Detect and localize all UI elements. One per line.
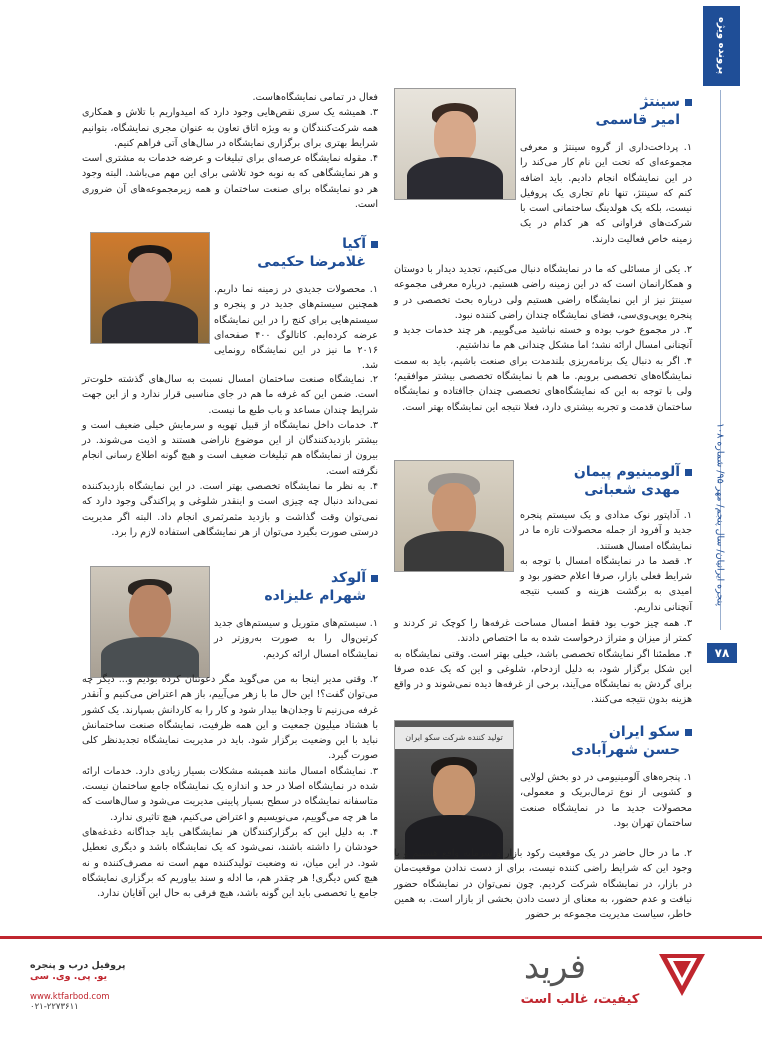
company-name: آلومینیوم پیمان (520, 464, 692, 481)
paragraph: ۳. همه چیز خوب بود فقط امسال مساحت غرفه‌ها را کوچک تر کردند و کمتر از میزان و متراژ درخواست شده به ما اختصاص دادند. (394, 618, 692, 645)
person-name: شهرام علیزاده (264, 588, 366, 604)
tagline-profile: پروفیل درب و پنجره (30, 960, 126, 971)
paragraph: ۱. آداپتور نوک مدادی و یک سیستم پنجره جدید و آفرود از جمله محصولات تازه ما در نمایشگاه امسال هستند. (520, 510, 692, 552)
entry-alukad-text-narrow (214, 616, 378, 662)
brand-slogan: کیفیت، غالب است (520, 992, 640, 1007)
phone-number: ۰۲۱-۲۲۷۳۶۱۱ (30, 1002, 79, 1012)
footer-contact (30, 960, 140, 1012)
booth-banner: تولید کننده شرکت سکو ایران (395, 727, 513, 749)
company-name: آلوکد (214, 570, 378, 587)
entry-sintez-text-wide (394, 262, 692, 415)
bullet-square-icon (685, 469, 692, 476)
photo-gholamreza-hakimi (90, 232, 210, 344)
entry-alukad-text-wide (82, 672, 378, 901)
paragraph: ۱. پرداخت‌داری از گروه سینتژ و معرفی مجموعه‌ای که تحت این نام کار می‌کند را در این نمایشگاه انجام دادیم. باید اضافه کنم که سینتژ، تنها نام تجاری یک پروفیل نیست، بلکه یک هولدینگ ساختمانی است با شرکت‌های فراوانی که هر کدام در یک زمینه خاص فعالیت دارند. (520, 142, 692, 245)
paragraph: ۴. به دلیل این که برگزارکنندگان هر نمایشگاهی باید جداگانه دغدغه‌های خودشان را داشته باشند، نمی‌شود که یک نمایشگاه باشد و دیگری تعطیل شود. در این میان، نه وضعیت تولیدکننده مهم است نه مصرف‌کننده و نه هیچ کس دیگری! هر چقدر هم، ما ادله و سند بیاوریم که برگزاری نمایشگاه جامع یا تخصصی باید این گونه باشد، هیچ فرقی به حال این آقایان ندارد. (82, 826, 378, 900)
company-name: آکیا (214, 236, 378, 253)
bullet-square-icon (371, 241, 378, 248)
paragraph: ۲. ما در حال حاضر در یک موقعیت رکود بازار و سرمایه واقع هستیم و با وجود این که شرایط راضی کننده نیست، برای از دست ندادن موقعیت‌مان در بازار، در نمایشگاه شرکت کردیم. چون نمی‌توان در نمایشگاه حضور نیافت و عدم حضور، به معنای از دست دادن بخشی از بازار است. به همین خاطر، سیاست مدیریت مجموعه بر حضور (394, 848, 692, 921)
tagline-upvc: یو. پی. وی. سی (30, 971, 108, 982)
sako-continuation (82, 90, 378, 212)
paragraph: ۲. قصد ما در نمایشگاه امسال با توجه به شرایط فعلی بازار، صرفا اعلام حضور بود و امیدی به برگشت هزینه و کسب نتیجه آنچنانی نداریم. (520, 555, 692, 613)
entry-peyman-heading (520, 464, 692, 499)
paragraph: ۱. محصولات جدیدی در زمینه نما داریم. همچنین سیستم‌های جدید در و پنجره و سیستم‌هایی برای کنج را در این نمایشگاه عرضه کرده‌ایم. کاتالوگ ۴۰۰ صفحه‌ای ۲۰۱۶ ما نیز در این نمایشگاه رونمایی شد. (214, 284, 379, 372)
website-link[interactable]: www.ktfarbod.com (30, 992, 110, 1002)
footer-rule (0, 936, 762, 939)
photo-mehdi-shabani (394, 460, 514, 572)
paragraph: فعال در تمامی نمایشگاه‌هاست. (252, 92, 378, 103)
entry-sako-text-narrow (520, 770, 692, 831)
paragraph: ۳. نمایشگاه امسال مانند همیشه مشکلات بسیار زیادی دارد. خدمات ارائه شده در نمایشگاه اصلا در حد و اندازه یک نمایشگاه جامع ساختمان نیست. متاسفانه نمایشگاه در سطح بسیار پایینی مدیریت می‌شود و سال‌هاست که ما هر چه می‌گوییم، می‌نویسیم و اعتراض می‌کنیم، هیچ تاثیری ندارد. (82, 765, 378, 823)
paragraph: ۲. وقتی مدیر اینجا به من می‌گوید مگر دعوتتان کرده بودیم و... دیگر چه می‌توان گفت؟! این حال ما با زهر می‌آییم، باز هم اعتراض می‌کنیم و آنقدر غرفه می‌زنیم تا وجدان‌ها بیدار شود و کار را به کاردانش بسپارند. یک کشور با هشتاد میلیون جمعیت و این همه ظرفیت، نمایشگاه صنعت ساختمانش نباید با این وضعیت برگزار شود. باید در مدیریت نمایشگاه تجدیدنظر کلی صورت گیرد. (82, 674, 378, 762)
brand-wordmark: فرید (523, 947, 587, 987)
entry-sako-text-wide (394, 846, 692, 922)
person-name: مهدی شعبانی (584, 482, 680, 498)
paragraph: ۴. اگر به دنبال یک برنامه‌ریزی بلندمدت برای صنعت باشیم، باید به سمت نمایشگاه‌های تخصصی برویم. ما هم با نمایشگاه تخصصی بیشتر موافقیم؛ ولی با توجه به این که نمایشگاه‌های تخصصی چندان جاافتاده و نمایشگاه ساختمان قدمت و تجربه بیشتری دارد، فعلا نتیجه این نمایشگاه بهتر است. (394, 355, 692, 413)
paragraph: ۲. نمایشگاه صنعت ساختمان امسال نسبت به سال‌های گذشته خلوت‌تر است. ضمن این که غرفه ما هم در جای مناسبی قرار ندارد و از این جهت شرایط چندان مساعد و باب طبع ما نیست. (82, 374, 378, 416)
entry-peyman-text-narrow (520, 508, 692, 615)
entry-sako-heading (520, 724, 692, 759)
person-name: امیر قاسمی (595, 112, 680, 128)
paragraph: ۴. مطمئنا اگر نمایشگاه تخصصی باشد، خیلی بهتر است. وقتی نمایشگاه به این شکل برگزار شود، به دلیل ازدحام، شلوغی و این که یک عده صرفا برای گردش به نمایشگاه می‌آیند، برخی از غرفه‌ها دیده نمی‌شوند و در واقع هزینه بدون نتیجه می‌کنند. (394, 648, 692, 706)
entry-sintez-heading (520, 94, 692, 129)
person-name: حسن شهرآبادی (571, 742, 680, 758)
section-label: پرونده ویژه (716, 17, 727, 75)
entry-alukad-heading (214, 570, 378, 605)
issue-text: پنجره ایرانیان/ سال پنجم/ مهر ۹۵/ شماره ۱۰۸ (714, 423, 726, 607)
company-name: سکو ایران (520, 724, 692, 741)
bullet-square-icon (371, 575, 378, 582)
photo-shahram-alizadeh (90, 566, 210, 678)
bullet-square-icon (685, 729, 692, 736)
paragraph: ۲. یکی از مسائلی که ما در نمایشگاه دنبال می‌کنیم، تجدید دیدار با دوستان و همکارانمان است که در این زمینه راضی هستیم. درباره معرفی مجموعه سینتژ نیز از این نمایشگاه راضی هستیم ولی درباره بحث تخصصی در و پنجره یوپی‌وی‌سی، فضای نمایشگاه چندان راضی کننده نبود. (394, 264, 692, 321)
entry-akia-heading (214, 236, 378, 271)
issue-info (705, 395, 735, 635)
photo-hassan-shahrabadi (394, 720, 514, 860)
person-name: غلامرضا حکیمی (257, 254, 366, 270)
page-number: ۷۸ (707, 643, 737, 663)
paragraph: ۴. به نظر ما نمایشگاه تخصصی بهتر است. در این نمایشگاه بازدیدکننده نمی‌داند دنبال چه چیزی است و اینقدر شلوغی و پراکندگی وجود دارد که نمی‌توان وقت گذاشت و بازدید مثمرثمری انجام داد. البته اگر مدیریت درستی صورت بگیرد می‌توان از هر نمایشگاهی استفاده لازم را برد. (82, 481, 378, 538)
section-tab (703, 6, 740, 86)
entry-akia-text-wide (82, 372, 378, 540)
paragraph: ۱. سیستم‌های متوریل و سیستم‌های جدید کرتین‌وال را به صورت به‌روزتر در نمایشگاه امسال ارائه کردیم. (214, 618, 378, 660)
bullet-square-icon (685, 99, 692, 106)
entry-peyman-text-wide (394, 616, 692, 708)
shield-logo-icon (655, 950, 709, 1000)
paragraph: ۱. پنجره‌های آلومینیومی در دو بخش لولایی و کشویی از نوع ترمال‌بریک و معمولی، محصولات جدید ما در نمایشگاه صنعت ساختمان تهران بود. (520, 772, 692, 829)
paragraph: ۳. خدمات داخل نمایشگاه از قبیل تهویه و سرمایش خیلی ضعیف است و بیشتر بازدیدکنندگان از این موضوع ناراضی هستند و اذیت می‌شوند. در بیرون از نمایشگاه هم تبلیغات ضعیف است و هیچ گونه اطلاع رسانی انجام نگرفته است. (82, 419, 378, 477)
paragraph: ۳. همیشه یک سری نقص‌هایی وجود دارد که امیدواریم با تلاش و همکاری همه شرکت‌کنندگان و به ویژه اتاق تعاون به عنوان مجری نمایشگاه، بتوانیم شرایط بهتری برای برگزاری نمایشگاه در سال‌های آتی فراهم کنیم. (82, 107, 378, 149)
paragraph: ۴. مقوله نمایشگاه عرصه‌ای برای تبلیغات و عرضه خدمات به مشتری است و هر نمایشگاهی که به نوبه خود تلاشی برای این مهم می‌باشد. البته وجود هر دو نمایشگاه برای صنعت ساختمان و همه زیرمجموعه‌های آن ضروری است. (82, 153, 378, 211)
company-name: سینتژ (520, 94, 692, 111)
entry-sintez-text-narrow (520, 140, 692, 247)
paragraph: ۳. در مجموع خوب بوده و خسته نباشید می‌گوییم. هر چند خدمات جدید و آنچنانی امسال ارائه نشد؛ اما مشکل چندانی هم ما نداشتیم. (394, 325, 692, 352)
entry-akia-text-narrow (214, 282, 378, 374)
photo-amir-ghasemi (394, 88, 516, 200)
